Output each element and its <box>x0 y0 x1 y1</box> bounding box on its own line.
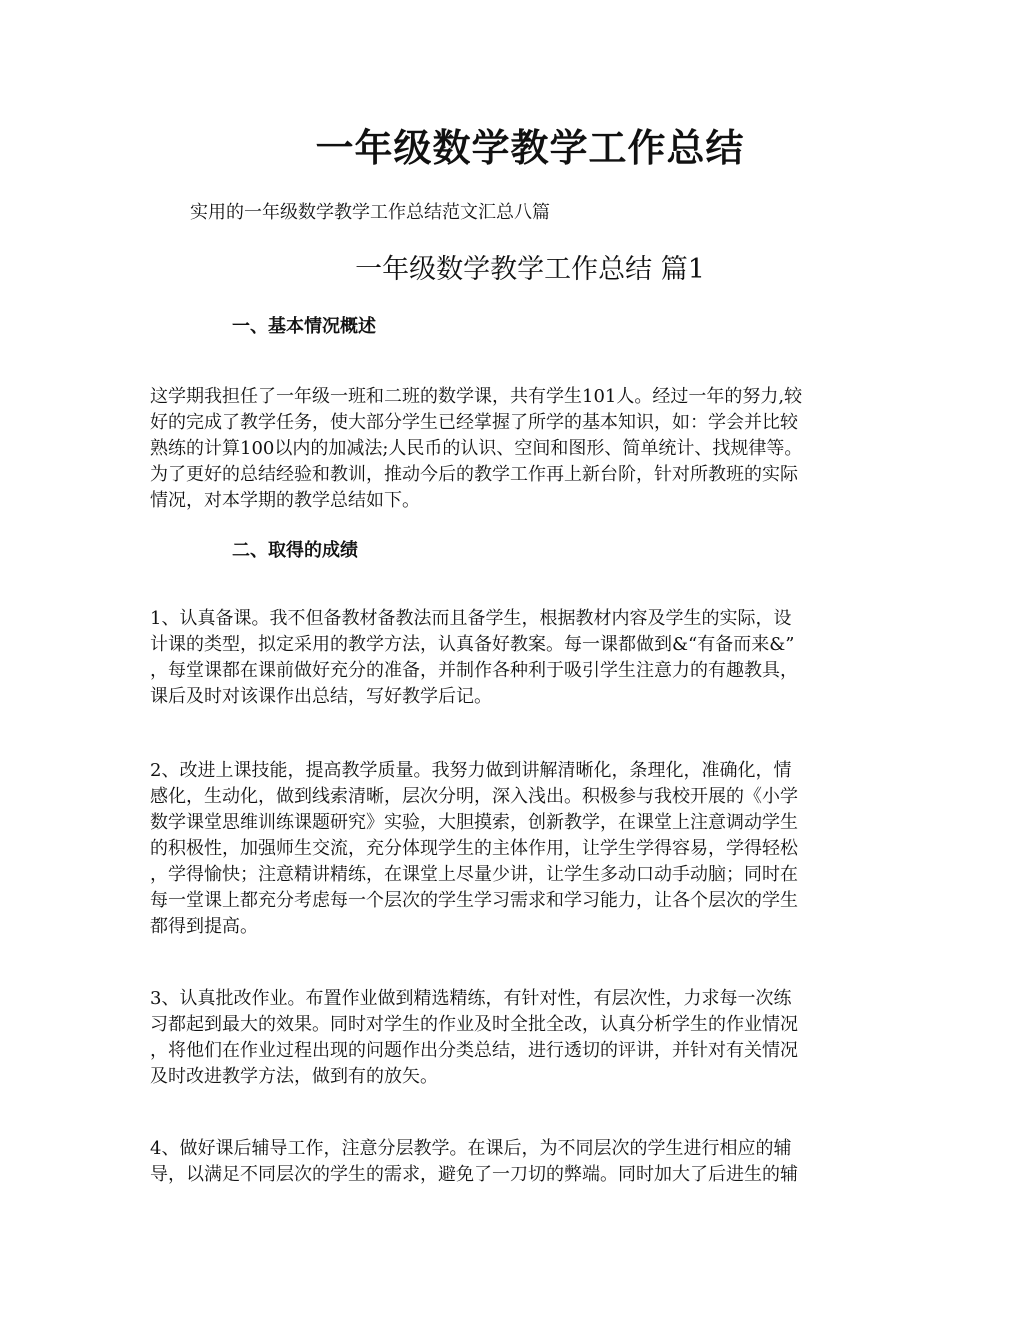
paragraph-line: 为了更好的总结经验和教训，推动今后的教学工作再上新台阶，针对所教班的实际 <box>150 464 798 485</box>
paragraph-line: 都得到提高。 <box>150 916 258 937</box>
paragraph-line: 课后及时对该课作出总结，写好教学后记。 <box>150 686 492 707</box>
paragraph-line: 每一堂课上都充分考虑每一个层次的学生学习需求和学习能力，让各个层次的学生 <box>150 890 798 911</box>
paragraph-line: 感化，生动化，做到线索清晰，层次分明，深入浅出。积极参与我校开展的《小学 <box>150 786 798 807</box>
paragraph-line: 习都起到最大的效果。同时对学生的作业及时全批全改，认真分析学生的作业情况 <box>150 1014 798 1035</box>
paragraph-line: 3、认真批改作业。布置作业做到精选精练，有针对性，有层次性，力求每一次练 <box>150 988 792 1009</box>
paragraph-item-3 <box>150 986 870 1090</box>
paragraph-line: 2、改进上课技能，提高教学质量。我努力做到讲解清晰化，条理化，准确化，情 <box>150 760 792 781</box>
document-title: 一年级数学教学工作总结 <box>315 125 745 170</box>
paragraph-line: ，每堂课都在课前做好充分的准备，并制作各种利于吸引学生注意力的有趣教具， <box>150 660 798 681</box>
section-title: 一年级数学教学工作总结 篇1 <box>355 254 705 285</box>
paragraph-item-4 <box>150 1136 870 1188</box>
paragraph-line: 情况，对本学期的教学总结如下。 <box>150 490 420 511</box>
paragraph-line: 导，以满足不同层次的学生的需求，避免了一刀切的弊端。同时加大了后进生的辅 <box>150 1164 798 1185</box>
paragraph-overview <box>150 384 870 514</box>
document-subtitle: 实用的一年级数学教学工作总结范文汇总八篇 <box>190 202 550 223</box>
paragraph-line: 数学课堂思维训练课题研究》实验，大胆摸索，创新教学，在课堂上注意调动学生 <box>150 812 798 833</box>
paragraph-line: 熟练的计算100以内的加减法;人民币的认识、空间和图形、简单统计、找规律等。 <box>150 438 803 459</box>
paragraph-line: 的积极性，加强师生交流，充分体现学生的主体作用，让学生学得容易，学得轻松 <box>150 838 798 859</box>
paragraph-line: ，学得愉快；注意精讲精练，在课堂上尽量少讲，让学生多动口动手动脑；同时在 <box>150 864 798 885</box>
paragraph-line: 这学期我担任了一年级一班和二班的数学课，共有学生101人。经过一年的努力,较 <box>150 386 803 407</box>
paragraph-line: 4、做好课后辅导工作，注意分层教学。在课后，为不同层次的学生进行相应的辅 <box>150 1138 792 1159</box>
paragraph-line: 及时改进教学方法，做到有的放矢。 <box>150 1066 438 1087</box>
heading-basic-overview: 一、基本情况概述 <box>232 316 376 337</box>
paragraph-item-1 <box>150 606 870 710</box>
paragraph-line: 1、认真备课。我不但备教材备教法而且备学生，根据教材内容及学生的实际，设 <box>150 608 792 629</box>
heading-achievements: 二、取得的成绩 <box>232 540 358 561</box>
paragraph-item-2 <box>150 758 870 940</box>
paragraph-line: 好的完成了教学任务，使大部分学生已经掌握了所学的基本知识，如：学会并比较 <box>150 412 798 433</box>
paragraph-line: ，将他们在作业过程出现的问题作出分类总结，进行透切的评讲，并针对有关情况 <box>150 1040 798 1061</box>
paragraph-line: 计课的类型，拟定采用的教学方法，认真备好教案。每一课都做到&“有备而来&” <box>150 634 795 655</box>
